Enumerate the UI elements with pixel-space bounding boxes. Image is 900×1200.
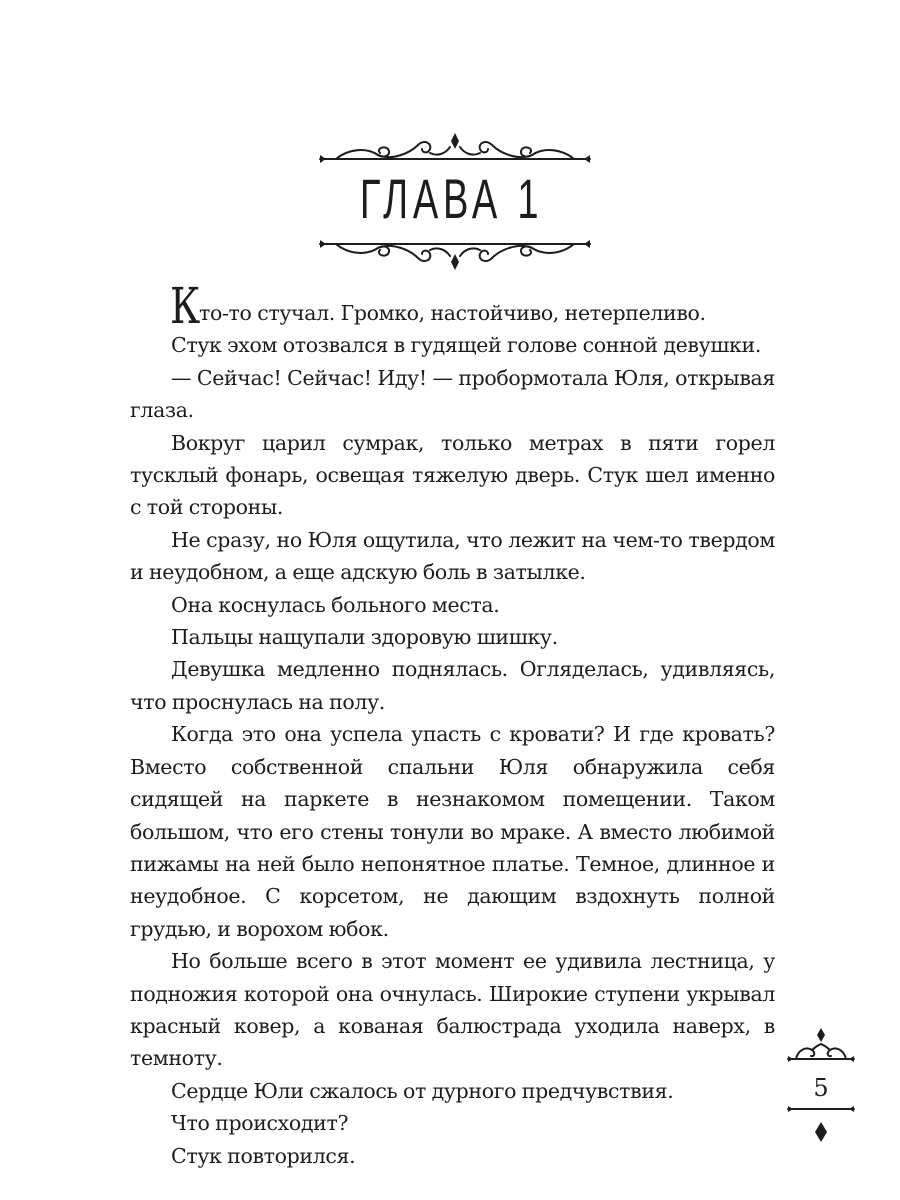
- paragraph: Кто-то стучал. Громко, настойчиво, нетерпеливо.: [170, 277, 706, 335]
- paragraph: Вокруг царил сумрак, только метрах в пяти горел тусклый фонарь, освещая тяжелую дверь. Стук шел именно с той стороны.: [130, 430, 775, 520]
- chapter-body: [130, 277, 775, 1172]
- chapter-ornament-bottom: [318, 232, 592, 272]
- paragraph: Когда это она успела упасть с кровати? И где кровать? Вместо собственной спальни Юля обнаружила себя сидящей на паркете в незнакомом помещении. Таком большом, что его стены тонули во мраке. А вместо любимой пижамы на ней было непонятное платье. Темное, длинное и неудобное. С корсетом, не дающим вздохнуть полной грудью, и ворохом юбок.: [130, 722, 775, 941]
- chapter-ornament-top: [318, 131, 592, 171]
- paragraph: Но больше всего в этот момент ее удивила лестница, у подножия которой она очнулась. Широкие ступени укрывал красный ковер, а кованая балюстрада уходила наверх, в темноту.: [130, 949, 775, 1071]
- page-number-marker: [786, 1028, 856, 1143]
- drop-cap: К: [170, 277, 201, 335]
- paragraph: Пальцы нащупали здоровую шишку.: [171, 625, 558, 650]
- paragraph: Стук эхом отозвался в гудящей голове сонной девушки.: [171, 333, 761, 358]
- paragraph: — Сейчас! Сейчас! Иду! — пробормотала Юля, открывая глаза.: [130, 365, 775, 423]
- paragraph: Не сразу, но Юля ощутила, что лежит на чем-то твердом и неудобном, а еще адскую боль в затылке.: [130, 527, 775, 585]
- paragraph: Девушка медленно поднялась. Огляделась, удивляясь, что проснулась на полу.: [130, 657, 775, 714]
- paragraph: Что происходит?: [171, 1111, 349, 1136]
- page-number: 5: [813, 1074, 829, 1102]
- chapter-title: ГЛАВА 1: [359, 167, 544, 230]
- paragraph: Сердце Юли сжалось от дурного предчувствия.: [171, 1078, 674, 1103]
- paragraph: Стук повторился.: [171, 1143, 356, 1168]
- paragraph: Она коснулась больного места.: [171, 592, 500, 617]
